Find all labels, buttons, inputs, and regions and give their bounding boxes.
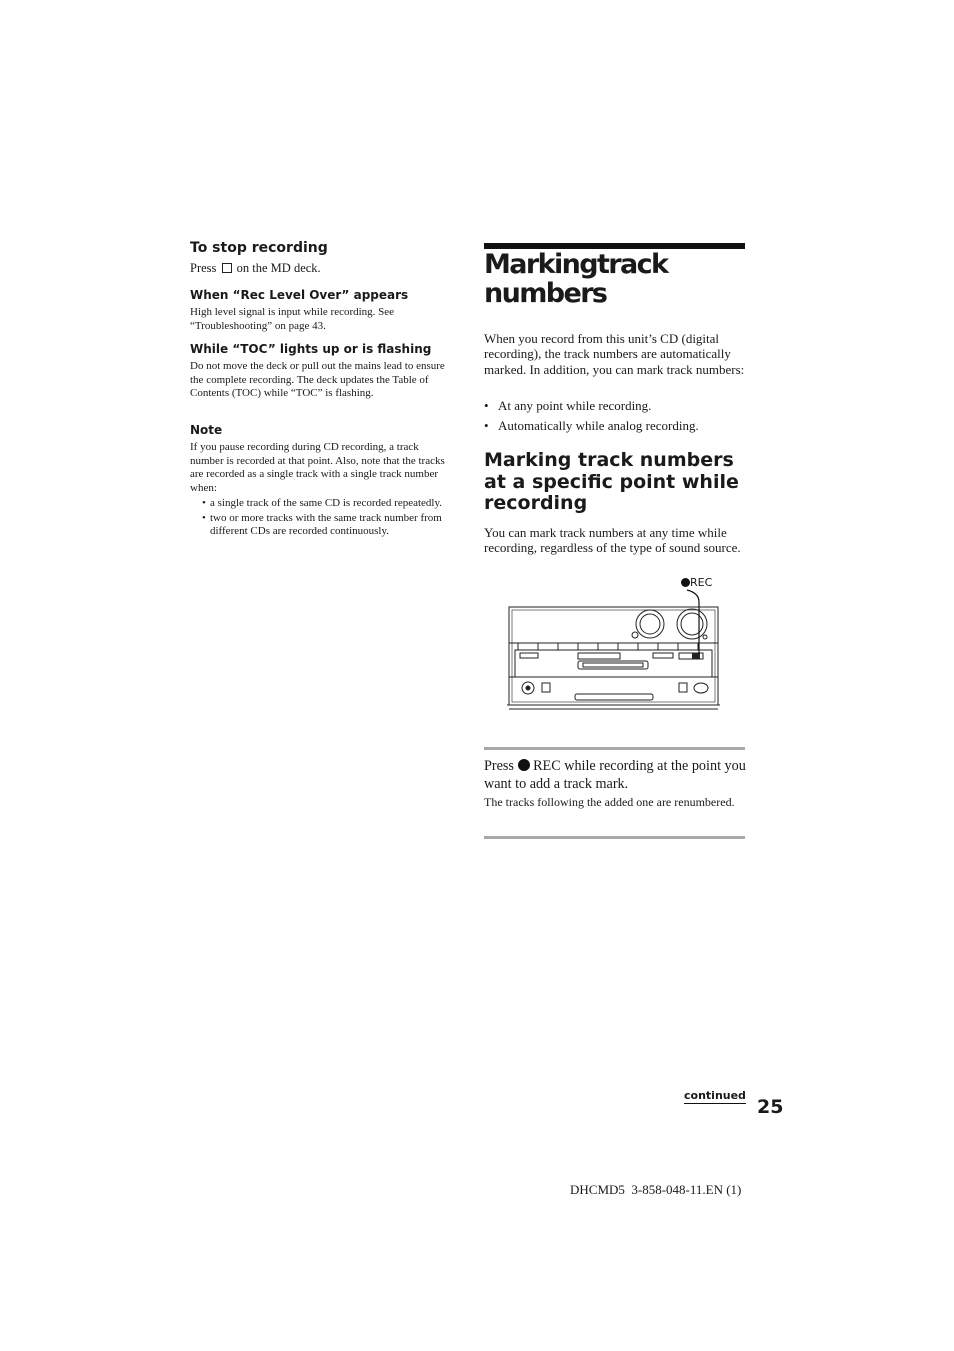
step-bottom-rule bbox=[484, 836, 745, 839]
section-heading: Marking track numbers at a specific point while recording bbox=[484, 449, 739, 514]
doc-code: DHCMD5 3-858-048-11.EN (1) bbox=[570, 1182, 742, 1197]
list-item: • At any point while recording. bbox=[484, 398, 746, 413]
note-heading: Note bbox=[190, 423, 223, 437]
stop-recording-text bbox=[190, 262, 321, 276]
rec-dot-icon bbox=[681, 578, 690, 587]
step-note: The tracks following the added one are renumbered. bbox=[484, 795, 735, 809]
stop-recording-heading: To stop recording bbox=[190, 240, 328, 256]
rec-label-text: REC bbox=[690, 576, 713, 589]
toc-heading: While “TOC” lights up or is flashing bbox=[190, 342, 432, 356]
toc-text: Do not move the deck or pull out the mains lead to ensure the complete recording. The deck updates the Table of Contents (TOC) while “TOC” is flashing. bbox=[190, 360, 445, 400]
page-title: Markingtrack numbers bbox=[484, 249, 668, 309]
rec-button-icon bbox=[518, 759, 530, 771]
stop-square-icon bbox=[222, 263, 232, 273]
rec-level-heading: When “Rec Level Over” appears bbox=[190, 288, 409, 302]
note-list bbox=[190, 497, 452, 540]
list-item: • Automatically while analog recording. bbox=[484, 418, 746, 433]
stereo-system-diagram bbox=[505, 588, 725, 713]
intro-bullets bbox=[484, 398, 746, 438]
step-instruction bbox=[484, 758, 746, 793]
continued-label: continued bbox=[684, 1089, 746, 1102]
intro-text: When you record from this unit’s CD (digital recording), the track numbers are automatically marked. In addition, you can mark track numbers: bbox=[484, 331, 745, 377]
list-item: • two or more tracks with the same track number from different CDs are recorded continuously. bbox=[190, 512, 452, 539]
stop-text-after: on the MD deck. bbox=[236, 261, 321, 275]
step-press-word: Press bbox=[484, 758, 514, 774]
step-top-rule bbox=[484, 747, 745, 750]
note-text: If you pause recording during CD recording, a track number is recorded at that point. Also, note that the tracks are recorded as a single track with a single track number when: bbox=[190, 441, 445, 495]
page-number: 25 bbox=[757, 1096, 784, 1118]
list-item: • a single track of the same CD is recorded repeatedly. bbox=[190, 497, 452, 511]
stop-text-before: Press bbox=[190, 261, 217, 275]
section-text: You can mark track numbers at any time while recording, regardless of the type of sound source. bbox=[484, 525, 741, 556]
rec-level-text: High level signal is input while recording. See “Troubleshooting” on page 43. bbox=[190, 306, 395, 332]
step-text: REC while recording at the point you want to add a track mark. bbox=[484, 758, 746, 792]
